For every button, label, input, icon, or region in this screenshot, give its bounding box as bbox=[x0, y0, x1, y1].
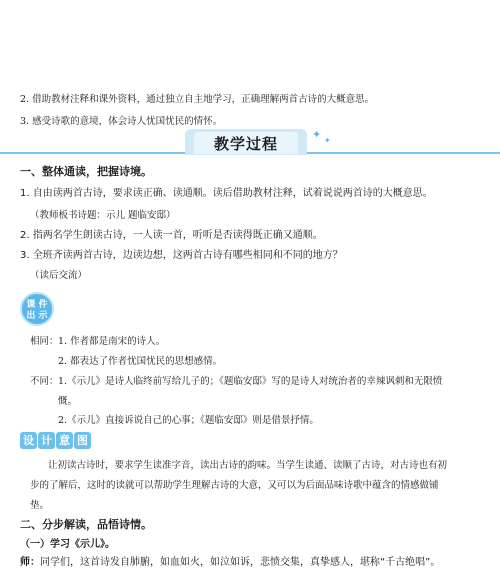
same-item-1: 1. 作者都是南宋的诗人。 bbox=[58, 336, 166, 347]
tag-char: 计 bbox=[38, 432, 55, 449]
same-label: 相同： bbox=[30, 336, 59, 347]
section1-heading: 一、整体通读，把握诗境。 bbox=[20, 165, 152, 178]
teacher-text: 同学们，这首诗发自肺腑，如血如火，如泣如诉，悲愤交集，真挚感人，堪称“千古绝唱”。 bbox=[40, 557, 441, 568]
section2-sub1: （一）学习《示儿》。 bbox=[20, 539, 115, 550]
diff-item-1: 1.《示儿》是诗人临终前写给儿子的；《题临安邸》写的是诗人对统治者的幸辣讽刺和无限愤 bbox=[58, 376, 443, 387]
banner-title: 教学过程 bbox=[213, 135, 278, 153]
section-banner bbox=[0, 128, 500, 158]
tag-char: 设 bbox=[20, 432, 37, 449]
diff-label: 不同： bbox=[30, 376, 59, 387]
discussion-note: （读后交流） bbox=[30, 270, 88, 281]
section2-heading: 二、分步解读，品悟诗情。 bbox=[20, 518, 152, 531]
section1-step1: 1. 自由读两首古诗，要求读正确、读通顺。读后借助教材注释，试着说说两首诗的大概意思。 bbox=[20, 188, 433, 199]
design-intent-tag bbox=[20, 432, 91, 449]
section1-step3: 3. 全班齐读两首古诗，边读边想，这两首古诗有哪些相同和不同的地方？ bbox=[20, 250, 343, 261]
diff-item-2: 2.《示儿》直接诉说自己的心事；《题临安邸》则是借景抒情。 bbox=[58, 415, 319, 426]
teacher-line bbox=[20, 553, 440, 568]
tag-char: 意 bbox=[56, 432, 73, 449]
same-item-2: 2. 都表达了作者忧国忧民的思想感情。 bbox=[58, 356, 223, 367]
design-intent-line1: 让初读古诗时，要求学生读准字音，读出古诗的韵味。当学生读通、读顺了古诗，对古诗也有初 bbox=[48, 460, 448, 471]
diff-item-1-cont: 慨。 bbox=[58, 396, 78, 407]
sparkle-icon: ✦ bbox=[324, 136, 331, 145]
sparkle-icon: ✦ bbox=[312, 128, 322, 141]
courseware-badge bbox=[20, 292, 54, 326]
teacher-label: 师： bbox=[20, 557, 40, 568]
badge-line2: 出 示 bbox=[26, 311, 48, 321]
section1-step2: 2. 指两名学生朗读古诗，一人读一首，听听是否读得既正确又通顺。 bbox=[20, 230, 323, 241]
board-note: （教师板书诗题：示儿 题临安邸） bbox=[30, 210, 176, 221]
tag-char: 图 bbox=[74, 432, 91, 449]
design-intent-line3: 垫。 bbox=[30, 500, 50, 511]
badge-line1: 课 件 bbox=[26, 300, 48, 310]
design-intent-line2: 步的了解后，这时的读就可以帮助学生理解古诗的大意，又可以为后面品味诗歌中蕴含的情感做铺 bbox=[30, 480, 439, 491]
objective-3: 3. 感受诗歌的意境，体会诗人忧国忧民的情怀。 bbox=[20, 116, 223, 127]
objective-2: 2. 借助教材注释和课外资料，通过独立自主地学习，正确理解两首古诗的大概意思。 bbox=[20, 94, 375, 105]
